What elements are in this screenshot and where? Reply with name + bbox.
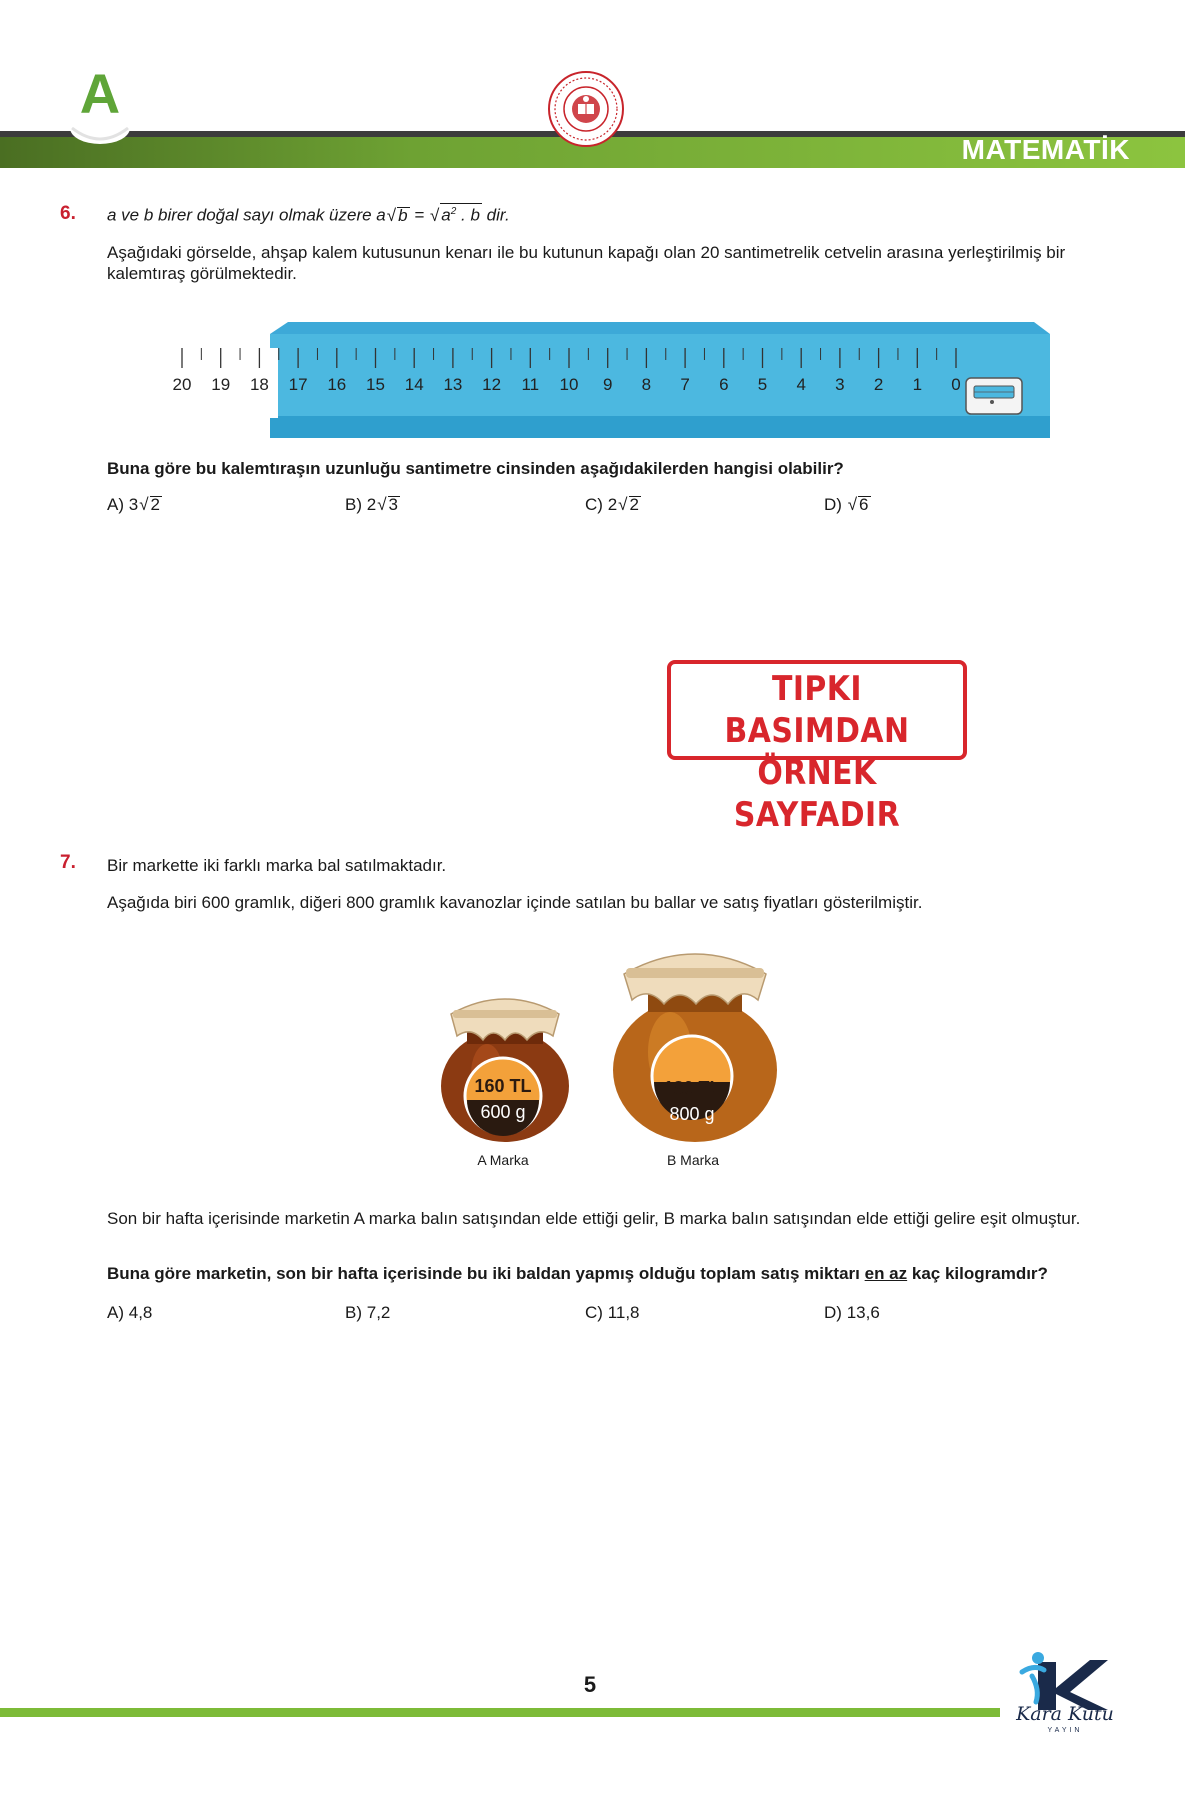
premise-exponent: 2 — [450, 206, 457, 217]
premise-text-start: a ve b birer doğal sayı olmak üzere a — [107, 205, 386, 225]
ruler-label: 15 — [366, 375, 385, 394]
ruler-label: 20 — [172, 375, 192, 394]
honey-jars-figure — [420, 940, 800, 1180]
option-value: 11,8 — [607, 1303, 640, 1322]
premise-radicand-a2b — [440, 203, 482, 223]
ruler-label: 14 — [404, 375, 424, 394]
q7-option-a[interactable] — [107, 1303, 152, 1323]
question-6-description: Aşağıdaki görselde, ahşap kalem kutusunun kenarı ile bu kutunun kapağı olan 20 santimetrelik cetvelin arasına yerleştirilmiş bir kalemtıraş görülmektedir. — [107, 243, 1066, 283]
premise-dot-b: . b — [456, 205, 480, 225]
option-radicand: 2 — [150, 495, 161, 514]
question-7-description: Aşağıda biri 600 gramlık, diğeri 800 gramlık kavanozlar içinde satılan bu ballar ve satış fiyatları gösterilmiştir. — [107, 893, 923, 912]
premise-a: a — [441, 205, 451, 225]
footer-line — [0, 1708, 1000, 1717]
option-label: A) — [107, 1303, 124, 1322]
option-radicand: 6 — [859, 495, 869, 514]
jar-a-price: 160 TL — [474, 1076, 532, 1096]
option-radicand: 2 — [629, 495, 639, 514]
q6-option-b[interactable] — [345, 495, 400, 515]
ruler-label: 2 — [873, 375, 884, 394]
question-6-number: 6. — [60, 203, 76, 224]
ruler-pencil-box-figure — [170, 320, 1050, 438]
premise-radicand-b: b — [398, 205, 408, 225]
sample-page-stamp — [667, 660, 967, 835]
option-label: D) — [824, 1303, 842, 1322]
q7-option-c[interactable] — [585, 1303, 640, 1323]
ruler-label: 5 — [757, 375, 768, 394]
premise-equals: = — [409, 205, 429, 225]
sharpener-icon — [966, 378, 1022, 414]
ruler-label: 13 — [443, 375, 463, 394]
ruler-label: 4 — [796, 375, 806, 394]
question-7-intro: Bir markette iki farklı marka bal satılmaktadır. — [107, 856, 447, 875]
option-label: C) — [585, 1303, 603, 1322]
sqrt-icon: √ — [377, 495, 387, 514]
sqrt-icon: √ — [847, 495, 858, 514]
ruler-label: 9 — [602, 375, 613, 394]
sqrt-icon: √ — [618, 495, 628, 514]
option-label: D) — [824, 495, 842, 514]
prompt-emphasis: en az — [864, 1264, 908, 1283]
ruler-label: 19 — [211, 375, 231, 394]
option-value: 4,8 — [128, 1303, 153, 1322]
option-label: B) — [345, 495, 362, 514]
prompt-end: kaç kilogramdır? — [907, 1264, 1048, 1283]
booklet-letter: A — [79, 62, 121, 125]
ruler-label: 17 — [288, 375, 308, 394]
publisher-name: Kara Kutu — [1016, 1703, 1114, 1725]
ministry-seal-icon — [547, 70, 625, 148]
option-coef: 2 — [366, 495, 377, 514]
pencil-box-bottom-edge — [270, 416, 1050, 438]
sqrt-icon: √ — [429, 205, 440, 225]
q6-option-c[interactable] — [585, 495, 641, 515]
q6-option-d[interactable] — [824, 495, 871, 515]
stamp-line-1: TIPKI BASIMDAN — [724, 669, 910, 751]
option-value: 13,6 — [846, 1303, 880, 1322]
ruler-label: 3 — [835, 375, 845, 394]
option-value: 7,2 — [366, 1303, 391, 1322]
page-number: 5 — [583, 1672, 597, 1697]
booklet-letter-badge — [66, 62, 134, 144]
question-6-prompt: Buna göre bu kalemtıraşın uzunluğu santimetre cinsinden aşağıdakilerden hangisi olabilir? — [107, 459, 844, 478]
option-label: A) — [107, 495, 124, 514]
option-label: C) — [585, 495, 603, 514]
stamp-line-2: ÖRNEK SAYFADIR — [733, 753, 901, 835]
ruler-label: 0 — [951, 375, 961, 394]
ruler-label: 12 — [482, 375, 502, 394]
q7-option-d[interactable] — [824, 1303, 880, 1323]
ruler-label: 7 — [680, 375, 690, 394]
pencil-box-top — [270, 322, 1050, 334]
jar-a-weight: 600 g — [480, 1102, 526, 1122]
question-7-number: 7. — [60, 852, 76, 873]
jar-b-brand: B Marka — [666, 1152, 720, 1168]
q6-option-a[interactable] — [107, 495, 162, 515]
ruler-label: 11 — [521, 375, 540, 394]
premise-text-end: dir. — [481, 205, 510, 225]
question-6-options — [107, 495, 1107, 519]
option-radicand: 3 — [388, 495, 399, 514]
ruler-label: 1 — [912, 375, 923, 394]
jar-b-weight: 800 g — [669, 1104, 715, 1124]
prompt-start: Buna göre marketin, son bir hafta içerisinde bu iki baldan yapmış olduğu toplam satış miktarı — [107, 1264, 865, 1283]
sqrt-icon: √ — [386, 205, 397, 225]
sqrt-icon: √ — [139, 495, 149, 514]
ruler-label: 8 — [641, 375, 652, 394]
option-coef: 3 — [128, 495, 139, 514]
publisher-sub: YAYIN — [1047, 1727, 1083, 1734]
ruler-label: 10 — [559, 375, 579, 394]
q7-option-b[interactable] — [345, 1303, 390, 1323]
question-7-condition: Son bir hafta içerisinde marketin A marka balın satışından elde ettiği gelir, B marka balın satışından elde ettiği gelire eşit olmuştur. — [107, 1209, 1081, 1228]
question-6-premise — [107, 203, 1112, 226]
option-label: B) — [345, 1303, 362, 1322]
ruler-label: 16 — [327, 375, 347, 394]
option-coef: 2 — [607, 495, 618, 514]
ruler-label: 6 — [719, 375, 729, 394]
jar-a-brand: A Marka — [477, 1152, 529, 1168]
jar-b-price: 180 TL — [663, 1078, 721, 1098]
ruler-label: 18 — [249, 375, 269, 394]
question-7-prompt — [107, 1263, 1112, 1284]
subject-title: MATEMATİK — [961, 134, 1130, 165]
question-7-options — [107, 1303, 1107, 1327]
